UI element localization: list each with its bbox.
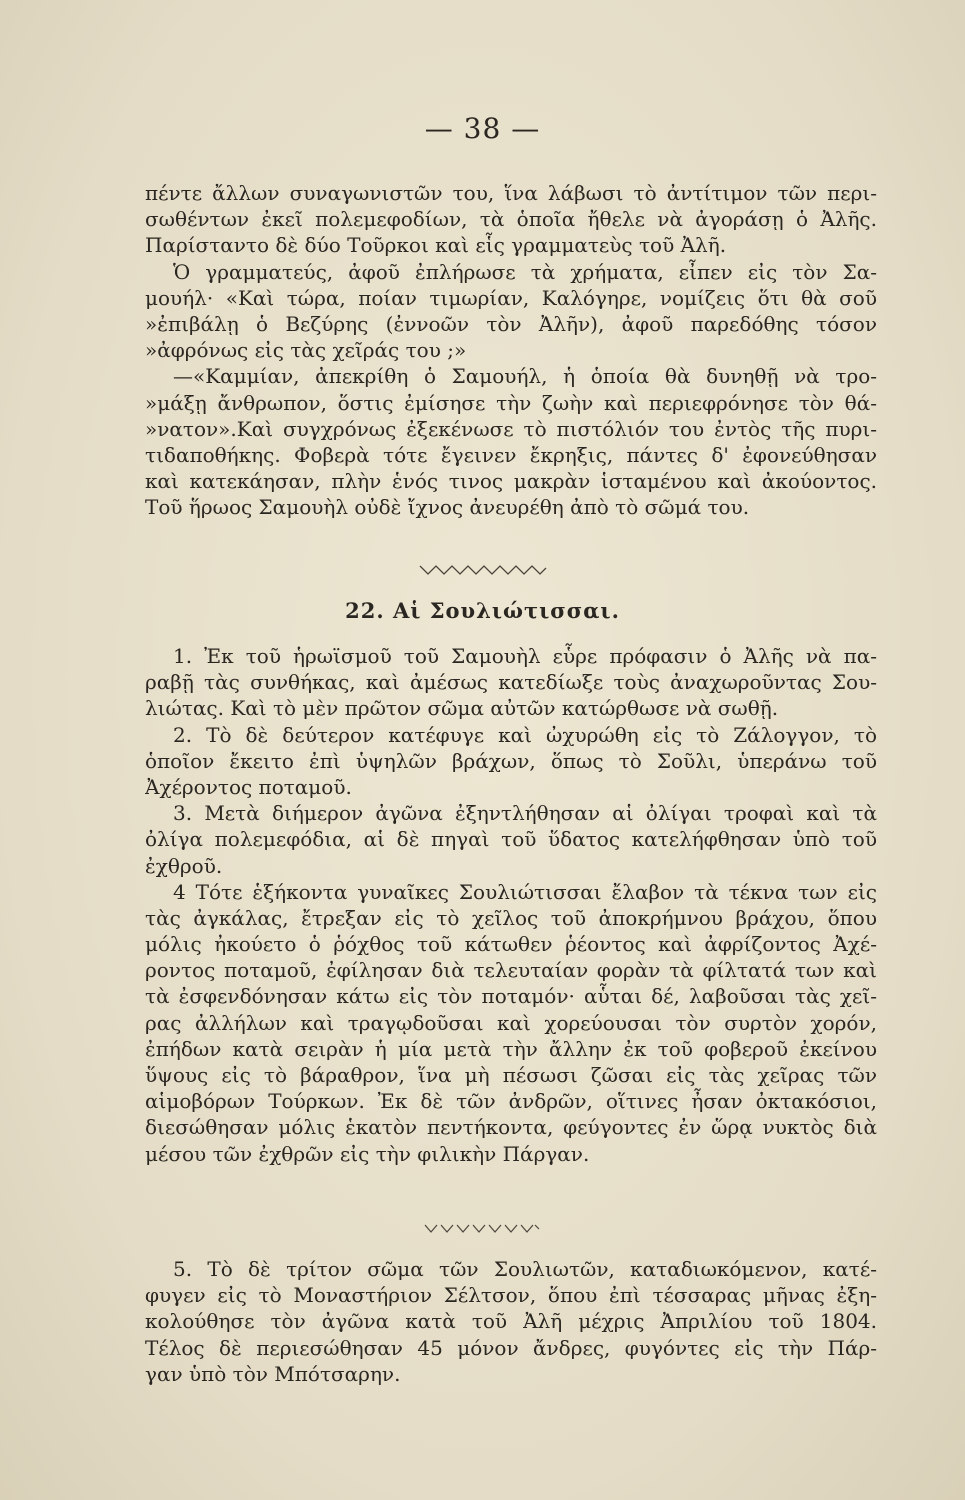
text-line: 3. Μετὰ διήμερον ἀγῶνα ἐξηντλήθησαν αἱ ὀλίγαι τροφαὶ καὶ τὰ <box>173 801 877 826</box>
text-line: 5. Τὸ δὲ τρίτον σῶμα τῶν Σουλιωτῶν, καταδιωκόμενον, κατέ- <box>173 1257 877 1281</box>
text-line: Παρίσταντο δὲ δύο Τοῦρκοι καὶ εἷς γραμματεὺς τοῦ Ἀλῆ. <box>145 233 727 258</box>
text-line: ἐπήδων κατὰ σειρὰν ἡ μία μετὰ τὴν ἄλλην ἐκ τοῦ φοβεροῦ ἐκείνου <box>145 1036 877 1061</box>
section-heading: 22. Αἱ Σουλιώτισσαι. <box>345 598 620 623</box>
text-line: τὰ ἐσφενδόνησαν κάτω εἰς τὸν ποταμόν· αὗται δέ, λαβοῦσαι τὰς χεῖ- <box>145 984 877 1009</box>
text-line: ἐχθροῦ. <box>145 853 223 878</box>
text-line: φυγεν εἰς τὸ Μοναστήριον Σέλτσον, ὅπου ἐπὶ τέσσαρας μῆνας ἐξη- <box>145 1283 877 1308</box>
paragraph-samuel <box>145 180 877 520</box>
wave-ornament-icon <box>418 563 548 577</box>
text-line: ὕψους εἰς τὸ βάραθρον, ἵνα μὴ πέσωσι ζῶσαι εἰς τὰς χεῖρας τῶν <box>145 1063 877 1087</box>
text-line: μέσου τῶν ἐχθρῶν εἰς τὴν φιλικὴν Πάργαν. <box>145 1141 590 1166</box>
text-line: Τοῦ ἥρωος Σαμουὴλ οὐδὲ ἴχνος ἀνευρέθη ἀπὸ τὸ σῶμά του. <box>145 495 750 520</box>
text-line: μόλις ἠκούετο ὁ ῥόχθος τοῦ κάτωθεν ῥέοντος καὶ ἀφρίζοντος Ἀχέ- <box>145 932 877 957</box>
text-line: γαν ὑπὸ τὸν Μπότσαρην. <box>145 1361 401 1386</box>
paragraph-five <box>145 1256 877 1387</box>
text-line: 4 Τότε ἑξήκοντα γυναῖκες Σουλιώτισσαι ἔλαβον τὰ τέκνα των εἰς <box>173 879 877 904</box>
text-line: Ἀχέροντος ποταμοῦ. <box>145 774 352 799</box>
page-number: — 38 — <box>424 112 541 145</box>
text-line: »ἐπιβάλῃ ὁ Βεζύρης (ἐννοῶν τὸν Ἀλῆν), ἀφοῦ παρεδόθης τόσον <box>145 311 877 336</box>
text-line: πέντε ἄλλων συναγωνιστῶν του, ἵνα λάβωσι τὸ ἀντίτιμον τῶν περι- <box>145 181 877 205</box>
text-line: αἱμοβόρων Τούρκων. Ἐκ δὲ τῶν ἀνδρῶν, οἵτινες ἦσαν ὀκτακόσιοι, <box>145 1089 877 1114</box>
text-line: 2. Τὸ δὲ δεύτερον κατέφυγε καὶ ὠχυρώθη εἰς τὸ Ζάλογγον, τὸ <box>173 722 877 747</box>
wavy-ornament-divider <box>0 562 965 581</box>
v-ornament-icon <box>423 1223 543 1235</box>
text-line: »ἀφρόνως εἰς τὰς χεῖράς του ;» <box>145 338 467 363</box>
text-line: »νατον».Καὶ συγχρόνως ἐξεκένωσε τὸ πιστόλιόν του ἐντὸς τῆς πυρι- <box>145 416 877 441</box>
text-line: τὰς ἀγκάλας, ἔτρεξαν εἰς τὸ χεῖλος τοῦ ἀποκρήμνου βράχου, ὅπου <box>145 905 877 930</box>
text-line: τιδαποθήκης. Φοβερὰ τότε ἔγεινεν ἔκρηξις, πάντες δ' ἐφονεύθησαν <box>145 442 877 467</box>
text-line: σωθέντων ἐκεῖ πολεμεφοδίων, τὰ ὁποῖα ἤθελε νὰ ἀγοράσῃ ὁ Ἀλῆς. <box>145 207 877 232</box>
text-line: καὶ κατεκάησαν, πλὴν ἑνός τινος μακρὰν ἱσταμένου καὶ ἀκούοντος. <box>145 469 877 494</box>
text-line: μουήλ· «Καὶ τώρα, ποίαν τιμωρίαν, Καλόγηρε, νομίζεις ὅτι θὰ σοῦ <box>145 285 877 310</box>
text-line: ὁποῖον ἔκειτο ἐπὶ ὑψηλῶν βράχων, ὅπως τὸ Σοῦλι, ὑπεράνω τοῦ <box>145 748 877 773</box>
section-body <box>145 643 877 1167</box>
text-line: 1. Ἐκ τοῦ ἡρωϊσμοῦ τοῦ Σαμουὴλ εὗρε πρόφασιν ὁ Ἀλῆς νὰ πα- <box>173 644 877 668</box>
text-line: ραβῇ τὰς συνθήκας, καὶ ἀμέσως κατεδίωξε τοὺς ἀναχωροῦντας Σου- <box>145 670 877 695</box>
text-line: —«Καμμίαν, ἀπεκρίθη ὁ Σαμουήλ, ἡ ὁποία θὰ δυνηθῇ νὰ τρο- <box>173 364 877 389</box>
text-line: Ὁ γραμματεύς, ἀφοῦ ἐπλήρωσε τὰ χρήματα, εἶπεν εἰς τὸν Σα- <box>173 259 877 284</box>
text-line: »μάξῃ ἄνθρωπον, ὅστις ἐμίσησε τὴν ζωὴν καὶ περιεφρόνησε τὸν θά- <box>145 390 877 415</box>
text-line: κολούθησε τὸν ἀγῶνα κατὰ τοῦ Ἀλῆ μέχρις Ἀπριλίου τοῦ 1804. <box>145 1309 877 1334</box>
text-line: Τέλος δὲ περιεσώθησαν 45 μόνον ἄνδρες, φυγόντες εἰς τὴν Πάρ- <box>145 1335 877 1360</box>
text-line: ρας ἀλλήλων καὶ τραγῳδοῦσαι καὶ χορεύουσαι τὸν συρτὸν χορόν, <box>145 1010 877 1035</box>
text-line: λιώτας. Καὶ τὸ μὲν πρῶτον σῶμα αὐτῶν κατώρθωσε νὰ σωθῇ. <box>145 696 779 721</box>
text-line: ὀλίγα πολεμεφόδια, αἱ δὲ πηγαὶ τοῦ ὕδατος κατελήφθησαν ὑπὸ τοῦ <box>145 827 877 852</box>
v-ornament-divider <box>0 1220 965 1239</box>
text-line: ροντος ποταμοῦ, ἐφίλησαν διὰ τελευταίαν φορὰν τὰ φίλτατά των καὶ <box>145 958 877 983</box>
text-line: διεσώθησαν μόλις ἑκατὸν πεντήκοντα, φεύγοντες ἐν ὥρᾳ νυκτὸς διὰ <box>145 1115 877 1140</box>
